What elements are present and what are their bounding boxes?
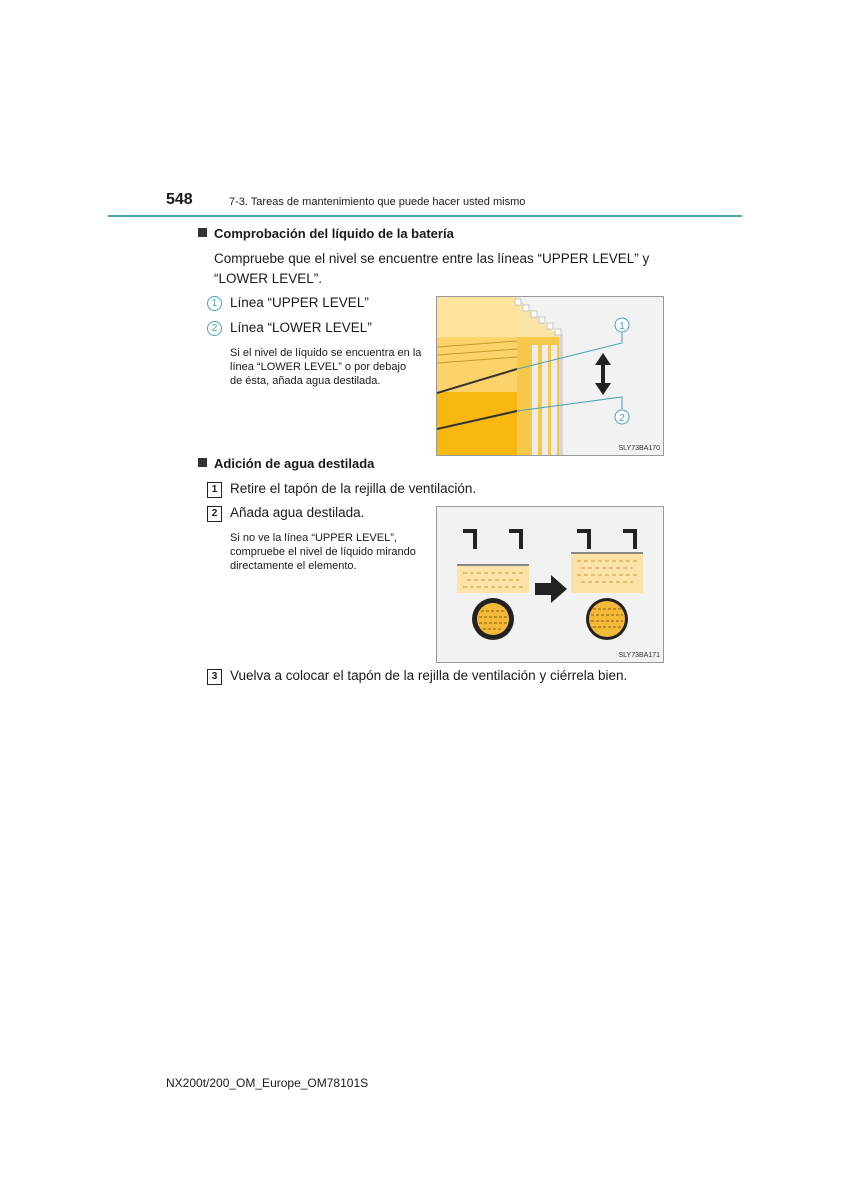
header-rule: [108, 215, 742, 217]
callout-1: 1: [619, 321, 625, 332]
step-number-box: 2: [207, 506, 222, 522]
add-water-illustration: [437, 507, 663, 662]
battery-level-figure: [436, 296, 664, 456]
footer-doc-id: NX200t/200_OM_Europe_OM78101S: [166, 1076, 369, 1090]
step-3: 3 Vuelva a colocar el tapón de la rejilla de ventilación y ciérrela bien.: [207, 666, 627, 686]
callout-2: 2: [619, 413, 625, 424]
square-bullet-icon: [198, 458, 207, 467]
step-number-box: 1: [207, 482, 222, 498]
step-1: 1 Retire el tapón de la rejilla de ventilación.: [207, 479, 476, 499]
section1-heading: Comprobación del líquido de la batería: [198, 226, 454, 241]
battery-level-illustration: [437, 297, 663, 455]
section2-heading: Adición de agua destilada: [198, 456, 374, 471]
add-water-figure: [436, 506, 664, 663]
section1-intro: Compruebe que el nivel se encuentre entre las líneas “UPPER LEVEL” y “LOWER LEVEL”.: [214, 251, 650, 286]
step-2: 2 Añada agua destilada.: [207, 503, 364, 523]
square-bullet-icon: [198, 228, 207, 237]
section2-note: Si no ve la línea “UPPER LEVEL”, compruebe el nivel de líquido mirando directamente el elemento.: [230, 532, 416, 572]
section-title: 7-3. Tareas de mantenimiento que puede hacer usted mismo: [229, 196, 526, 208]
section1-note: Si el nivel de líquido se encuentra en la línea “LOWER LEVEL” o por debajo de ésta, añada agua destilada.: [230, 347, 422, 387]
circled-number-icon: 2: [207, 321, 222, 336]
circled-number-icon: 1: [207, 296, 222, 311]
step-number-box: 3: [207, 669, 222, 685]
item-lower-level: 2 Línea “LOWER LEVEL”: [207, 318, 372, 338]
figure-code: SLY73BA171: [618, 652, 660, 659]
figure-code: SLY73BA170: [618, 445, 660, 452]
page-number: 548: [166, 191, 193, 208]
item-upper-level: 1 Línea “UPPER LEVEL”: [207, 293, 369, 313]
